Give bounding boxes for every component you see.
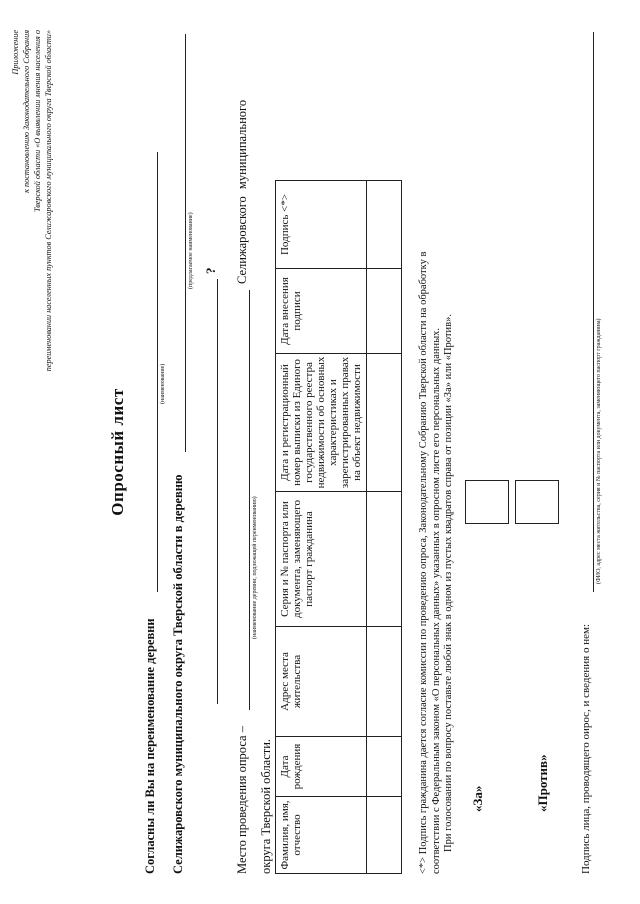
surveyor-signature-line [593,32,594,592]
survey-place-tail: Селижаровского муниципального [235,99,249,284]
table-row [367,181,402,874]
column-header-signature: Подпись <*> [276,181,367,269]
document-title: Опросный лист [108,388,127,516]
table-cell-signature[interactable] [367,181,402,269]
proposed-name-caption: (предлагаемое наименование) [188,212,194,289]
option-against-label: «Против» [535,754,550,812]
proposed-name-field-line [185,34,186,452]
table-cell-signature-date[interactable] [367,269,402,354]
table-cell-registry-extract[interactable] [367,354,402,492]
survey-place-label: Место проведения опроса – [235,726,249,874]
table-header-row [276,181,367,874]
column-header-registry-extract: Дата и регистрационный номер выписки из Единого государственного реестра недвижимости об основных характеристиках и зарегистрированных правах на объект недвижимости [276,354,367,492]
appendix-line: переименовании населенных пунктов Селижаровского муниципального округа Тверской области» [44,30,53,372]
question-continuation-line [217,279,218,704]
appendix-line: Приложение [11,30,20,75]
survey-place-field-line [249,290,250,710]
signatures-table [275,180,402,874]
appendix-line: к постановлению Законодательного Собрания [22,30,31,193]
surveyor-signature-caption: (ФИО, адрес места жительства, серия и № паспорта или документа, заменяющего паспорт гражданина) [596,318,602,584]
option-for-checkbox[interactable] [465,480,509,524]
table-cell-full-name[interactable] [367,797,402,874]
footnote [418,44,456,874]
village-name-field-line [157,152,158,592]
column-header-birth-date: Дата рождения [276,737,367,797]
table-cell-address[interactable] [367,627,402,737]
footnote-line: <*> Подпись гражданина дается согласие комиссии по проведению опроса, Законодательному Собранию Тверской области на обработку в [418,251,429,874]
surveyor-signature-label: Подпись лица, проводящего оирос, и сведения о нем: [580,623,592,874]
footnote-line: При голосовании по вопросу поставьте любой знак в одном из пустых квадратов справа от позиции «За» или «Против». [443,314,454,852]
village-name-caption: (наименование) [160,363,166,404]
footnote-line: соответствии с Федеральным законом «О персональных данных» указанных в опросном листе его персональных данных. [430,327,442,874]
question-mark: ? [203,267,218,274]
survey-place-caption: (наименование деревни, подлежащей переименованию) [252,496,258,639]
column-header-address: Адрес места жительства [276,627,367,737]
table-cell-passport[interactable] [367,492,402,627]
column-header-full-name: Фамилия, имя, отчество [276,797,367,874]
column-header-passport: Серия и № паспорта или документа, заменяющего паспорт гражданина [276,492,367,627]
column-header-signature-date: Дата внесения подписи [276,269,367,354]
option-for-label: «За» [470,785,485,812]
question-line-2: Селижаровского муниципального округа Тверской области в деревню [171,474,185,874]
survey-place-end: округа Тверской области. [259,738,273,874]
option-against-checkbox[interactable] [515,480,559,524]
appendix-line: Тверской области «О выявлении мнения населения о [33,30,42,213]
appendix-header [10,30,54,390]
table-cell-birth-date[interactable] [367,737,402,797]
question-line-1: Согласны ли Вы на переименование деревни [143,618,157,874]
